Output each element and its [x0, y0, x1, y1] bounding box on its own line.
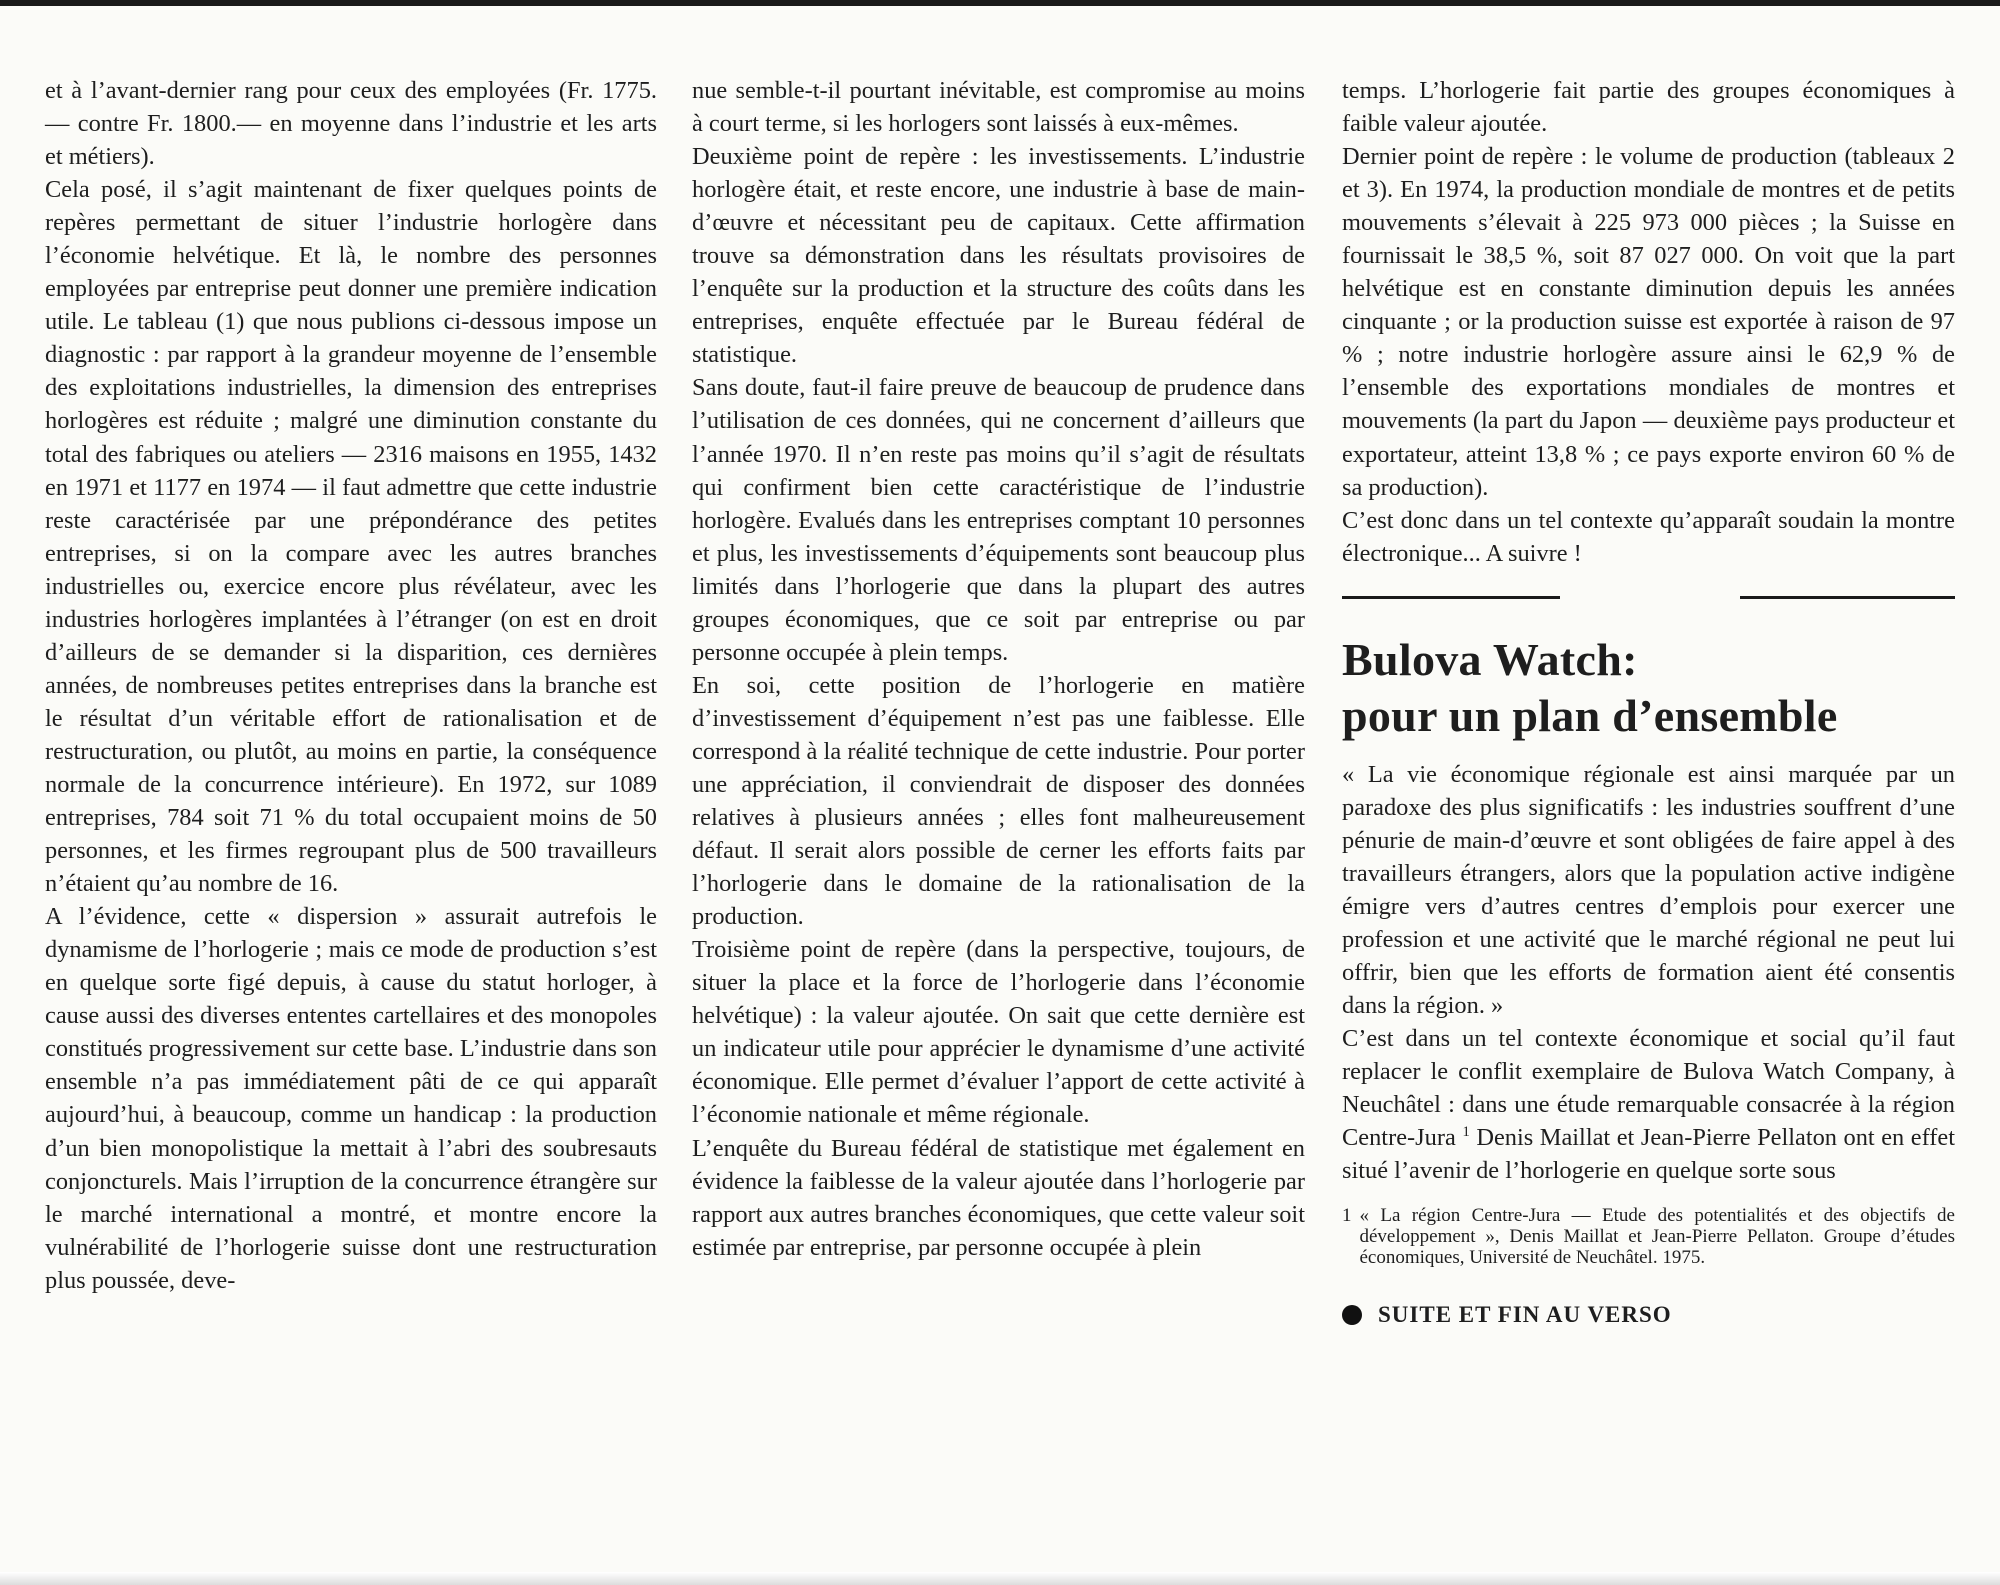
footnote-text: « La région Centre-Jura — Etude des potentialités et des objectifs de développement », Denis Maillat et Jean-Pierre Pellaton. Groupe d’études économiques, Université de Neuchâtel. 1975.: [1359, 1205, 1955, 1269]
col2-paragraph: Troisième point de repère (dans la perspective, toujours, de situer la place et la force de l’horlogerie dans l’économie helvétique) : la valeur ajoutée. On sait que cette dernière est un indicateur utile pour apprécier le dynamisme d’une activité économique. Elle permet d’évaluer l’apport de cette activité à l’économie nationale et même régionale.: [692, 936, 1305, 1129]
separator-rule-left: [1342, 596, 1560, 599]
body-text-start: C’est dans un tel contexte économique et social qu’il faut replacer le conflit exemplaire de Bulova Watch Company, à Neuchâtel : dans une étude remarquable consacrée à la région Centre-Jura: [1342, 1025, 1955, 1152]
col3-paragraph: temps. L’horlogerie fait partie des groupes économiques à faible valeur ajoutée.: [1342, 77, 1955, 138]
bullet-icon: [1342, 1305, 1362, 1325]
footnote: [1342, 1205, 1955, 1268]
col2-paragraph: Sans doute, faut-il faire preuve de beaucoup de prudence dans l’utilisation de ces données, qui ne concernent d’ailleurs que l’année 1970. Il n’en reste pas moins qu’il s’agit de résultats qui confirment bien cette caractéristique de l’industrie horlogère. Evalués dans les entreprises comptant 10 personnes et plus, les investissements d’équipements sont beaucoup plus limités dans l’horlogerie que dans la plupart des autres groupes économiques, que ce soit par entreprise ou par personne occupée à plein temps.: [692, 374, 1305, 666]
body-paragraph: [1342, 1022, 1955, 1187]
headline-line-2: pour un plan d’ensemble: [1342, 689, 1838, 741]
quote-paragraph: « La vie économique régionale est ainsi marquée par un paradoxe des plus significatifs : les industries souffrent d’une pénurie de main-d’œuvre et sont obligées de faire appel à des travailleurs étrangers, alors que la population active indigène émigre vers d’autres centres d’emplois pour exercer une profession et une activité que le marché régional ne peut lui offrir, bien que les efforts de formation aient été consentis dans la région. »: [1342, 760, 1955, 1020]
col2-paragraph: nue semble-t-il pourtant inévitable, est compromise au moins à court terme, si les horlogers sont laissés à eux-mêmes.: [692, 77, 1305, 138]
column-3: [1342, 74, 1955, 1331]
col2-paragraph: Deuxième point de repère : les investissements. L’industrie horlogère était, et reste encore, une industrie à base de main-d’œuvre et nécessitant peu de capitaux. Cette affirmation trouve sa démonstration dans les résultats provisoires de l’enquête sur la production et la structure des coûts dans les entreprises, enquête effectuée par le Bureau fédéral de statistique.: [692, 143, 1305, 369]
headline: [1342, 632, 1955, 744]
column-2: [692, 74, 1305, 1264]
footnote-number: 1: [1342, 1205, 1352, 1227]
body-text-end: Denis Maillat et Jean-Pierre Pellaton ont en effet situé l’avenir de l’horlogerie en quelque sorte sous: [1342, 1124, 1955, 1185]
continued-label: SUITE ET FIN AU VERSO: [1378, 1302, 1672, 1328]
page-bottom-edge: [0, 1572, 2000, 1585]
separator-rule-right: [1740, 596, 1955, 599]
col1-paragraph: Cela posé, il s’agit maintenant de fixer quelques points de repères permettant de situer l’industrie horlogère dans l’économie helvétique. Et là, le nombre des personnes employées par entreprise peut donner une première indication utile. Le tableau (1) que nous publions ci-dessous impose un diagnostic : par rapport à la grandeur moyenne de l’ensemble des exploitations industrielles, la dimension des entreprises horlogères est réduite ; malgré une diminution constante du total des fabriques ou ateliers — 2316 maisons en 1955, 1432 en 1971 et 1177 en 1974 — il faut admettre que cette industrie reste caractérisée par une prépondérance des petites entreprises, si on la compare avec les autres branches industrielles ou, exercice encore plus révélateur, avec les industries horlogères implantées à l’étranger (on est en droit d’ailleurs de se demander si la disparition, ces dernières années, de nombreuses petites entreprises dans la branche est le résultat d’un véritable effort de rationalisation et de restructuration, ou plutôt, au moins en partie, la conséquence normale de la concurrence intérieure). En 1972, sur 1089 entreprises, 784 soit 71 % du total occupaient moins de 50 personnes, et les firmes regroupant plus de 500 travailleurs n’étaient qu’au nombre de 16.: [45, 176, 657, 898]
col1-paragraph: et à l’avant-dernier rang pour ceux des employées (Fr. 1775.— contre Fr. 1800.— en moyenne dans l’industrie et les arts et métiers).: [45, 77, 657, 171]
col2-paragraph: L’enquête du Bureau fédéral de statistique met également en évidence la faiblesse de la valeur ajoutée dans l’horlogerie par rapport aux autres branches économiques, que cette valeur soit estimée par entreprise, par personne occupée à plein: [692, 1134, 1305, 1261]
col3-paragraph: Dernier point de repère : le volume de production (tableaux 2 et 3). En 1974, la production mondiale de montres et de petits mouvements s’élevait à 225 973 000 pièces ; la Suisse en fournissait le 38,5 %, soit 87 027 000. On voit que la part helvétique est en constante diminution depuis les années cinquante ; or la production suisse est exportée à raison de 97 % ; notre industrie horlogère assure ainsi le 62,9 % de l’ensemble des exportations mondiales de montres et mouvements (la part du Japon — deuxième pays producteur et exportateur, atteint 13,8 % ; ce pays exporte environ 60 % de sa production).: [1342, 143, 1955, 501]
top-rule: [0, 0, 2000, 6]
col1-paragraph: A l’évidence, cette « dispersion » assurait autrefois le dynamisme de l’horlogerie ; mais ce mode de production s’est en quelque sorte figé depuis, à cause du statut horloger, à cause aussi des diverses ententes cartellaires et des monopoles constitués progressivement sur cette base. L’industrie dans son ensemble n’a pas immédiatement pâti de ce qui apparaît aujourd’hui, à beaucoup, comme un handicap : la production d’un bien monopolistique la mettait à l’abri des soubresauts conjoncturels. Mais l’irruption de la concurrence étrangère sur le marché international a montré, et montre encore la vulnérabilité de l’horlogerie suisse dont une restructuration plus poussée, deve-: [45, 903, 657, 1294]
col3-paragraph: C’est donc dans un tel contexte qu’apparaît soudain la montre électronique... A suivre !: [1342, 506, 1955, 567]
footnote-reference: 1: [1462, 1124, 1470, 1141]
article-separator: [1342, 570, 1955, 632]
continued-notice: [1342, 1298, 1955, 1331]
headline-line-1: Bulova Watch:: [1342, 633, 1638, 685]
column-1: [45, 74, 657, 1297]
col2-paragraph: En soi, cette position de l’horlogerie en matière d’investissement d’équipement n’est pas une faiblesse. Elle correspond à la réalité technique de cette industrie. Pour porter une appréciation, il conviendrait de disposer des données relatives à plusieurs années ; elles font malheureusement défaut. Il serait alors possible de cerner les efforts faits par l’horlogerie dans le domaine de la rationalisation de la production.: [692, 671, 1305, 931]
